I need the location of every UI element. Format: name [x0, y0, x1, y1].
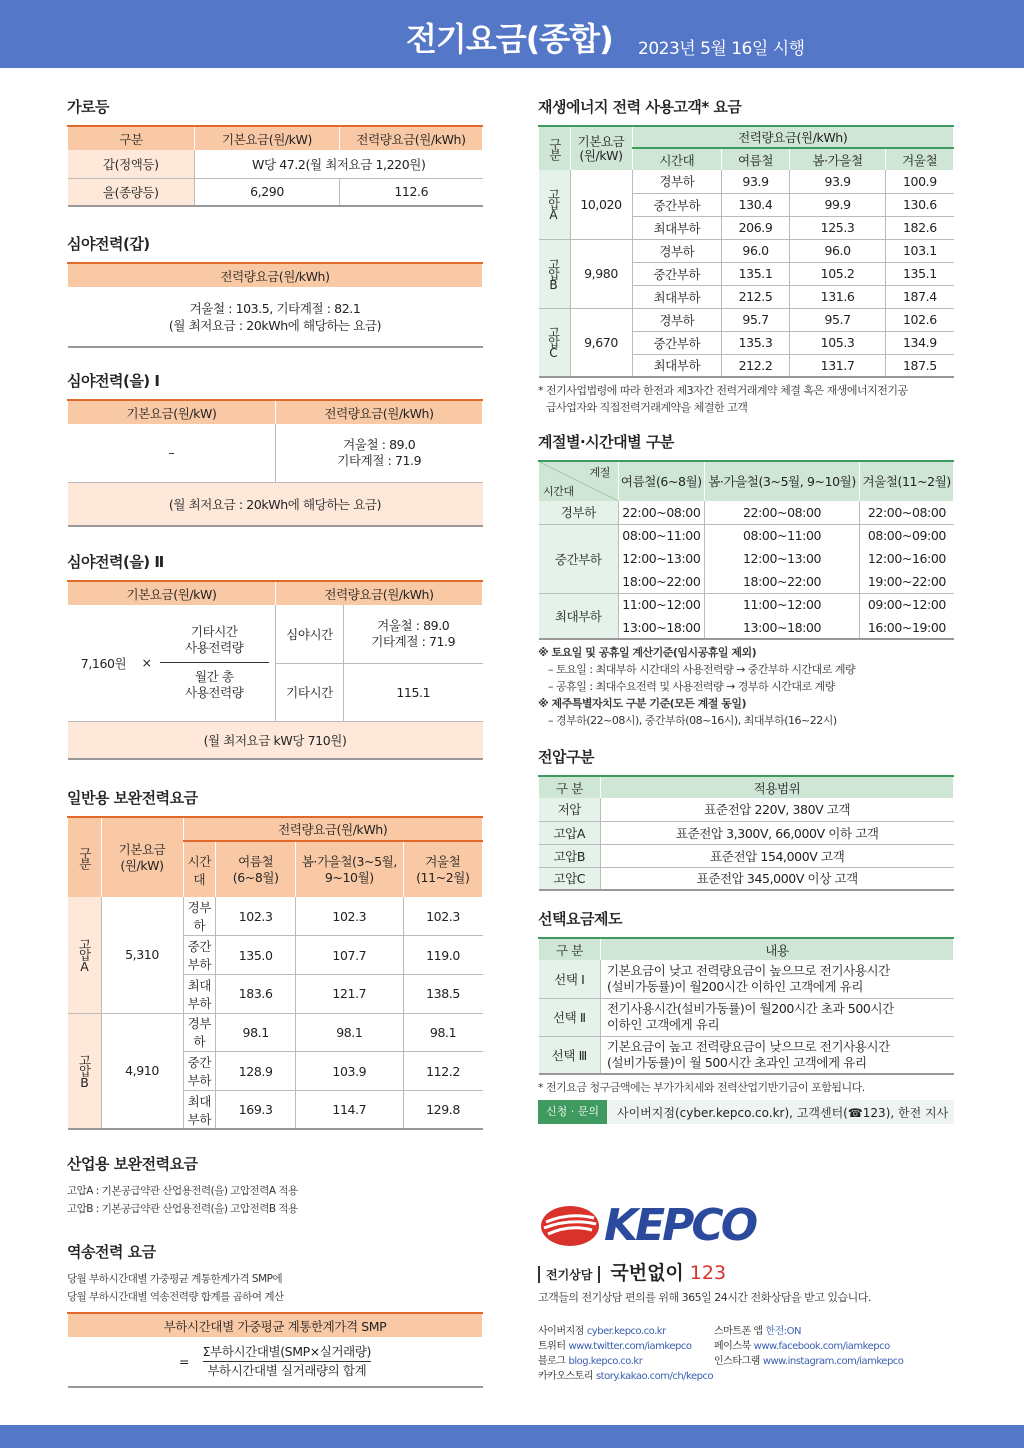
col-header: 기본요금(원/kW) [195, 126, 340, 150]
link-label: 블로그 [538, 1356, 566, 1367]
table-cell: 96.0 [789, 239, 885, 262]
table-cell: 102.6 [886, 308, 954, 331]
section-title: 심야전력(을) Ⅱ [67, 553, 164, 571]
table-cell: 표준전압 3,300V, 66,000V 이하 고객 [601, 821, 954, 844]
table-cell: 95.7 [789, 308, 885, 331]
table-row [539, 960, 954, 998]
link-row [714, 1339, 954, 1354]
row-label: 선택 Ⅰ [539, 960, 601, 998]
time-band: 중간부하 [632, 193, 722, 216]
row-label: 선택 Ⅲ [539, 1036, 601, 1074]
table-row [539, 798, 954, 821]
table-cell: 16:00~19:00 [860, 616, 954, 639]
row-label: 고압B [68, 1013, 102, 1129]
row-label: 고압B [539, 844, 601, 867]
link-url[interactable]: www.facebook.com/iamkepco [753, 1341, 890, 1352]
equals-sign: = [179, 1354, 190, 1369]
basic-fee: 4,910 [101, 1013, 183, 1129]
time-band: 경부하 [632, 239, 722, 262]
table-row [539, 239, 954, 262]
note-line: ※ 토요일 및 공휴일 계산기준(임시공휴일 제외) [538, 646, 757, 659]
col-header: 전력량요금(원/kWh) [183, 817, 483, 841]
table-cell: 134.9 [886, 331, 954, 354]
col-header: 겨울철 [886, 148, 954, 170]
numerator-line1: 기타시간 [190, 624, 238, 640]
night-b2-table [67, 580, 483, 760]
content-line2: (설비가동률)이 월200시간 이하인 고객에게 유리 [607, 978, 864, 994]
col-header: 구분 [68, 126, 195, 150]
table-cell: 135.1 [722, 262, 790, 285]
table-cell: – [68, 424, 276, 482]
content-line2: 이하인 고객에게 유리 [607, 1017, 720, 1032]
time-band: 경부하 [183, 897, 216, 936]
table-cell: 105.2 [789, 262, 885, 285]
time-band: 경부하 [183, 1013, 216, 1052]
row-label: 고압C [539, 867, 601, 890]
table-cell: 119.0 [403, 936, 482, 975]
night-a-section [67, 233, 483, 348]
denominator-line1: 월간 총 [194, 669, 234, 685]
time-band: 중간부하 [632, 262, 722, 285]
footnote: * 전기사업법령에 따라 한전과 제3자간 전력거래계약 체결 혹은 재생에너지전기공 [538, 384, 908, 397]
link-label: 인스타그램 [714, 1356, 760, 1367]
note-line: – 공휴일 : 최대수요전력 및 사용전력량 → 경부하 시간대로 계량 [548, 680, 835, 693]
basic-fee: 9,980 [570, 239, 632, 308]
table-cell: 130.4 [722, 193, 790, 216]
row-label: 고압A [539, 170, 571, 239]
table-cell: 112.2 [403, 1052, 482, 1091]
section-title: 가로등 [67, 98, 109, 116]
table-cell: 102.3 [403, 897, 482, 936]
link-row [538, 1339, 718, 1354]
header-band [0, 0, 1024, 68]
season-time-table [538, 460, 954, 640]
col-header: 구 분 [539, 776, 601, 798]
table-cell: 206.9 [722, 216, 790, 239]
table-cell: 95.7 [722, 308, 790, 331]
table-cell: 22:00~08:00 [704, 501, 860, 524]
table-cell: 22:00~08:00 [860, 501, 954, 524]
table-cell [601, 998, 954, 1036]
link-label: 페이스북 [714, 1341, 751, 1352]
contact-info: 사이버지점(cyber.kepco.co.kr), 고객센터(☎123), 한전 지사 [617, 1105, 949, 1120]
link-label: 사이버지점 [538, 1326, 584, 1337]
link-label: 트위터 [538, 1341, 566, 1352]
transmission-line: 당월 부하시간대별 역송전력량 합계를 곱하여 계산 [67, 1291, 284, 1303]
time-band: 최대부하 [183, 974, 216, 1013]
table-cell: 187.4 [886, 285, 954, 308]
table-cell: 19:00~22:00 [860, 570, 954, 593]
voltage-section [538, 746, 954, 891]
transmission-line: 당월 부하시간대별 가중평균 계통한계가격 SMP에 [67, 1273, 283, 1285]
general-backup-section [67, 787, 483, 1130]
col-header: 전력량요금(원/kWh) [632, 126, 954, 148]
table-cell: 138.5 [403, 974, 482, 1013]
night-b1-section [67, 370, 483, 527]
table-cell: 129.8 [403, 1090, 482, 1129]
table-cell: 13:00~18:00 [619, 616, 705, 639]
table-cell: 11:00~12:00 [619, 593, 705, 616]
link-row [538, 1324, 718, 1339]
col-header: 시간대 [183, 841, 216, 897]
col-header: 시간대 [632, 148, 722, 170]
basic-fee: 10,020 [570, 170, 632, 239]
table-cell: 115.1 [344, 663, 483, 721]
content-line2: (설비가동률)이 월 500시간 초과인 고객에게 유리 [607, 1054, 867, 1070]
table-row [539, 1036, 954, 1074]
table-cell: 표준전압 345,000V 이상 고객 [601, 867, 954, 890]
link-row [714, 1324, 954, 1339]
table-cell: 183.6 [216, 974, 296, 1013]
table-row [539, 308, 954, 331]
time-band: 중간부하 [183, 936, 216, 975]
row-label: 중간부하 [539, 524, 619, 593]
diagonal-header [539, 461, 619, 501]
renewable-section [538, 96, 954, 416]
note-line: ※ 제주특별자치도 구분 기준(모든 계절 동일) [538, 697, 747, 710]
row-label: 갑(정액등) [68, 150, 195, 178]
consult-label: 전기상담 [538, 1266, 600, 1283]
table-row [539, 821, 954, 844]
link-row [538, 1369, 718, 1384]
min-charge-note: (월 최저요금 : 20kWh에 해당하는 요금) [68, 482, 483, 526]
table-cell: 12:00~16:00 [867, 551, 946, 566]
table-cell: 08:00~11:00 [619, 524, 705, 547]
link-url[interactable]: www.twitter.com/iamkepco [568, 1341, 692, 1352]
night-time-label: 심야시간 [276, 605, 344, 663]
table-cell: 135.0 [216, 936, 296, 975]
table-cell: 135.1 [886, 262, 954, 285]
table-cell: 12:00~13:00 [619, 547, 705, 570]
table-cell: 93.9 [789, 170, 885, 193]
link-label: 스마트폰 앱 [714, 1326, 763, 1337]
table-cell: 표준전압 154,000V 고객 [601, 844, 954, 867]
table-cell: 98.1 [216, 1013, 296, 1052]
season-time-section [538, 431, 954, 729]
table-cell: 102.3 [216, 897, 296, 936]
note-line: – 경부하(22~08시), 중간부하(08~16시), 최대부하(16~22시) [548, 714, 837, 727]
table-cell: 18:00~22:00 [704, 570, 860, 593]
table-cell: 105.3 [789, 331, 885, 354]
link-url[interactable]: cyber.kepco.co.kr [586, 1326, 666, 1337]
general-backup-table [67, 816, 483, 1130]
contact-label: 신청 · 문의 [538, 1100, 607, 1124]
industrial-line: 고압B : 기본공급약관 산업용전력(을) 고압전력B 적용 [67, 1203, 298, 1215]
other-rate: 기타계절 : 71.9 [337, 452, 422, 468]
table-cell: 131.7 [789, 354, 885, 377]
table-cell: 99.9 [789, 193, 885, 216]
section-title: 계절별·시간대별 구분 [538, 433, 674, 451]
section-title: 심야전력(을) Ⅰ [67, 372, 160, 390]
table-cell: 103.1 [886, 239, 954, 262]
section-title: 심야전력(갑) [67, 235, 150, 253]
col-header: 여름철 [722, 148, 790, 170]
table-cell: 135.3 [722, 331, 790, 354]
table-row [68, 897, 483, 936]
table-cell: 107.7 [296, 936, 403, 975]
table-cell: 09:00~12:00 [867, 597, 946, 613]
link-url[interactable]: 한전:ON [765, 1326, 802, 1337]
industrial-backup-section [67, 1153, 483, 1218]
table-cell: 121.7 [296, 974, 403, 1013]
table-cell: 98.1 [403, 1013, 482, 1052]
time-band: 경부하 [632, 170, 722, 193]
time-band: 최대부하 [632, 285, 722, 308]
row-label: 경부하 [539, 501, 619, 524]
time-band: 중간부하 [183, 1052, 216, 1091]
streetlight-section [67, 96, 483, 207]
table-cell: 187.5 [886, 354, 954, 377]
table-cell [344, 605, 483, 663]
table-cell: 182.6 [886, 216, 954, 239]
formula-numerator: Σ부하시간대별(SMP×실거래량) [203, 1343, 371, 1362]
col-header: 전력량요금(원/kWh) [276, 400, 483, 424]
table-cell [601, 960, 954, 998]
other-rate: 기타계절 : 71.9 [371, 633, 456, 649]
footer-band [0, 1425, 1024, 1448]
row-label: 선택 Ⅱ [539, 998, 601, 1036]
col-header: 구분 [539, 126, 571, 170]
effective-date: 2023년 5월 16일 시행 [638, 39, 805, 59]
no-area-code: 국번없이 [610, 1262, 684, 1284]
table-row [539, 998, 954, 1036]
season-label: 계절 [589, 466, 610, 479]
select-section [538, 908, 954, 1124]
winter-rate: 겨울철 : 89.0 [377, 617, 450, 633]
table-cell: 12:00~13:00 [704, 547, 860, 570]
time-label: 시간대 [543, 485, 574, 498]
ratio-fraction [154, 605, 276, 721]
table-cell [68, 287, 483, 347]
night-b2-section [67, 551, 483, 760]
denominator-line2: 사용전력량 [185, 685, 244, 701]
table-cell: 114.7 [296, 1090, 403, 1129]
col-header: 구분 [68, 817, 102, 897]
col-header: 여름철(6~8월) [216, 841, 296, 897]
table-row [68, 1013, 483, 1052]
table-cell: 98.1 [296, 1013, 403, 1052]
table-cell: 212.2 [722, 354, 790, 377]
night-a-table [67, 262, 483, 348]
link-url[interactable]: blog.kepco.co.kr [568, 1356, 643, 1367]
table-cell: 22:00~08:00 [619, 501, 705, 524]
phone-number: 123 [689, 1262, 727, 1284]
time-band: 최대부하 [632, 216, 722, 239]
content-line1: 전기사용시간(설비가동률)이 월200시간 초과 500시간 [607, 1001, 894, 1016]
col-header: 전력량요금(원/kWh) [340, 126, 483, 150]
formula-denominator: 부하시간대별 실거래량의 합계 [207, 1363, 367, 1378]
base-fee: 7,160원 [68, 605, 140, 721]
table-cell: 131.6 [789, 285, 885, 308]
kepco-consult [538, 1258, 958, 1306]
footnote: 급사업자와 직접전력거래계약을 체결한 고객 [546, 401, 748, 414]
table-cell: 표준전압 220V, 380V 고객 [601, 798, 954, 821]
voltage-table [538, 775, 954, 891]
table-cell: 103.9 [296, 1052, 403, 1091]
col-header: 봄·가을철(3~5월, 9~10월) [704, 461, 860, 501]
table-cell: 18:00~22:00 [619, 570, 705, 593]
min-charge-text: (월 최저요금 : 20kWh에 해당하는 요금) [168, 317, 382, 333]
streetlight-table [67, 125, 483, 207]
row-label: 을(종량등) [68, 178, 195, 206]
time-band: 중간부하 [632, 331, 722, 354]
note-line: – 토요일 : 최대부하 시간대의 사용전력량 → 중간부하 시간대로 계량 [548, 663, 856, 676]
section-title: 산업용 보완전력요금 [67, 1155, 198, 1173]
table-cell [276, 424, 483, 482]
table-cell: 100.9 [886, 170, 954, 193]
row-label: 저압 [539, 798, 601, 821]
link-row [538, 1354, 718, 1369]
time-band: 최대부하 [183, 1090, 216, 1129]
table-cell: 96.0 [722, 239, 790, 262]
col-header: 봄·가을철(3~5월, 9~10월) [296, 841, 403, 897]
row-label: 고압A [68, 897, 102, 1013]
renewable-table [538, 125, 954, 378]
numerator-line2: 사용전력량 [185, 640, 244, 656]
col-header: 겨울철(11~2월) [403, 841, 482, 897]
col-header: 부하시간대별 가중평균 계통한계가격 SMP [68, 1313, 483, 1337]
time-band: 경부하 [632, 308, 722, 331]
col-header: 봄·가을철 [789, 148, 885, 170]
kepco-logo [540, 1200, 770, 1250]
times-symbol: × [140, 605, 154, 721]
consult-desc: 고객들의 전기상담 편의를 위해 365일 24시간 전화상담을 받고 있습니다. [538, 1291, 871, 1304]
table-cell: 08:00~11:00 [704, 524, 860, 547]
other-time-label: 기타시간 [276, 663, 344, 721]
link-label: 카카오스토리 [538, 1371, 593, 1382]
time-band: 최대부하 [632, 354, 722, 377]
table-cell: 6,290 [195, 178, 340, 206]
col-header: 여름철(6~8월) [619, 461, 705, 501]
page-title: 전기요금(종합) [406, 20, 613, 58]
min-charge-note: (월 최저요금 kW당 710원) [68, 721, 483, 759]
content-line1: 기본요금이 낮고 전력량요금이 높으므로 전기사용시간 [607, 962, 890, 978]
table-cell: 102.3 [296, 897, 403, 936]
transmission-section [67, 1241, 483, 1388]
col-header: 기본요금(원/kW) [68, 400, 276, 424]
col-header: 내용 [601, 938, 954, 960]
col-header: 구 분 [539, 938, 601, 960]
smp-table [67, 1312, 483, 1388]
table-cell [601, 1036, 954, 1074]
table-row [539, 170, 954, 193]
footnote: * 전기요금 청구금액에는 부가가치세와 전력산업기반기금이 포함됩니다. [538, 1081, 865, 1094]
section-title: 재생에너지 전력 사용고객* 요금 [538, 98, 742, 116]
row-label: 고압B [539, 239, 571, 308]
link-url[interactable]: www.instagram.com/iamkepco [762, 1356, 904, 1367]
link-url[interactable]: story.kakao.com/ch/kepco [595, 1371, 714, 1382]
night-b1-table [67, 399, 483, 527]
table-cell: 112.6 [340, 178, 483, 206]
col-header: 기본요금(원/kW) [570, 126, 632, 170]
table-cell: 11:00~12:00 [704, 593, 860, 616]
row-label: 고압C [539, 308, 571, 377]
table-cell: 128.9 [216, 1052, 296, 1091]
content-line1: 기본요금이 높고 전력량요금이 낮으므로 전기사용시간 [607, 1038, 890, 1054]
row-label: 최대부하 [539, 593, 619, 639]
rate-text: 겨울철 : 103.5, 기타계절 : 82.1 [189, 300, 361, 316]
table-cell: 169.3 [216, 1090, 296, 1129]
table-cell: 93.9 [722, 170, 790, 193]
table-cell: 13:00~18:00 [704, 616, 860, 639]
select-table [538, 937, 954, 1075]
row-label: 고압A [539, 821, 601, 844]
kepco-emblem-icon [540, 1204, 600, 1248]
smp-formula [68, 1337, 483, 1387]
basic-fee: 5,310 [101, 897, 183, 1013]
col-header: 적용범위 [601, 776, 954, 798]
section-title: 선택요금제도 [538, 910, 622, 928]
table-cell: 212.5 [722, 285, 790, 308]
table-row [539, 844, 954, 867]
table-cell: 130.6 [886, 193, 954, 216]
col-header: 기본요금(원/kW) [101, 817, 183, 897]
col-header: 겨울철(11~2월) [860, 461, 954, 501]
winter-rate: 겨울철 : 89.0 [343, 436, 416, 452]
col-header: 기본요금(원/kW) [68, 581, 276, 605]
contact-bar [538, 1100, 954, 1124]
col-header: 전력량요금(원/kWh) [276, 581, 483, 605]
basic-fee: 9,670 [570, 308, 632, 377]
section-title: 일반용 보완전력요금 [67, 789, 198, 807]
kepco-wordmark: KEPCO [604, 1200, 756, 1251]
table-row [539, 867, 954, 890]
col-header: 전력량요금(원/kWh) [68, 263, 483, 287]
table-cell: W당 47.2(월 최저요금 1,220원) [195, 150, 483, 178]
industrial-line: 고압A : 기본공급약관 산업용전력(을) 고압전력A 적용 [67, 1185, 298, 1197]
table-cell: 125.3 [789, 216, 885, 239]
link-row [714, 1354, 954, 1369]
section-title: 전압구분 [538, 748, 594, 766]
section-title: 역송전력 요금 [67, 1243, 156, 1261]
table-cell: 08:00~09:00 [867, 528, 946, 544]
